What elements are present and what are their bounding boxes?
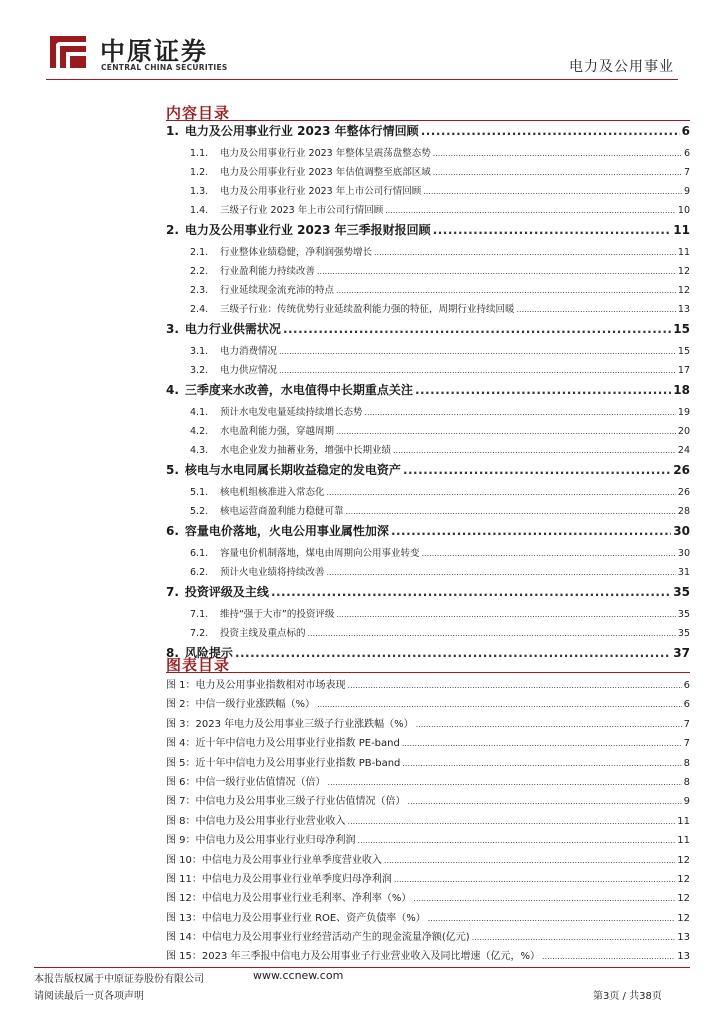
entry-number: 6.1.: [190, 548, 209, 559]
toc-section-item[interactable]: [166, 522, 690, 545]
toc-subsection-item[interactable]: [166, 564, 690, 583]
entry-title: 2023 年三季报中信电力及公用事业子行业营业收入及同比增速（亿元，%）: [201, 951, 541, 963]
entry-title: 电力及公用事业行业 2023 年上市公司行情回顾: [220, 186, 422, 197]
toc-subsection-item[interactable]: [166, 301, 690, 320]
dot-leader: [413, 894, 675, 903]
entry-text: [190, 545, 420, 559]
figure-list-item[interactable]: [166, 947, 690, 966]
entry-text: [166, 221, 431, 238]
dot-leader: [421, 124, 680, 138]
figure-list: [166, 676, 690, 967]
dot-leader: [279, 366, 676, 375]
entry-text: [166, 754, 400, 769]
entry-title: 中信电力及公用事业行业单季度归母净利润: [201, 873, 392, 885]
dot-leader: [336, 286, 676, 295]
entry-title: 核电机组核准进入常态化: [220, 487, 325, 498]
entry-text: [190, 183, 421, 197]
entry-title: 投资主线及重点标的: [220, 628, 306, 639]
entry-page: 12: [677, 285, 690, 296]
entry-page: 19: [677, 407, 690, 418]
entry-text: [166, 583, 269, 600]
entry-page: 28: [677, 506, 690, 517]
entry-page: 13: [677, 932, 690, 944]
footer-page-info: 第3页 / 共38页: [593, 991, 662, 1002]
entry-page: 6: [683, 148, 690, 159]
dot-leader: [542, 952, 675, 961]
toc-title: 内容目录: [166, 104, 231, 122]
entry-number: 6.2.: [190, 567, 209, 578]
entry-title: 预计火电业绩将持续改善: [220, 567, 325, 578]
entry-text: [190, 404, 363, 418]
dot-leader: [348, 817, 676, 826]
dot-leader: [433, 149, 682, 158]
entry-page: 12: [677, 854, 690, 866]
dot-leader: [517, 305, 676, 314]
entry-title: 行业整体业绩稳健，净利润强势增长: [220, 247, 373, 258]
figure-list-item[interactable]: [166, 831, 690, 850]
entry-text: [166, 909, 426, 924]
entry-number: 2.1.: [190, 247, 209, 258]
entry-number: 4.2.: [190, 426, 209, 437]
entry-number: 2.2.: [190, 266, 209, 277]
toc-section-item[interactable]: [166, 122, 690, 145]
entry-text: [190, 564, 325, 578]
entry-title: 近十年中信电力及公用事业行业指数 PB-band: [195, 757, 401, 769]
toc-subsection-item[interactable]: [166, 164, 690, 183]
toc-subsection-item[interactable]: [166, 625, 690, 644]
entry-page: 8: [683, 757, 690, 769]
entry-page: 11: [677, 815, 690, 827]
entry-text: [166, 947, 540, 962]
entry-title: 中信电力及公用事业三级子行业估值情况（倍）: [195, 796, 406, 808]
entry-text: [166, 461, 401, 478]
entry-number: 图 5：: [166, 757, 196, 769]
figure-list-item[interactable]: [166, 812, 690, 831]
entry-number: 图 6：: [166, 776, 196, 788]
dot-leader: [402, 759, 681, 768]
toc-subsection-item[interactable]: [166, 442, 690, 461]
entry-number: 5.1.: [190, 487, 209, 498]
entry-title: 容量电价落地，火电公用事业属性加深: [184, 524, 389, 538]
entry-number: 7.1.: [190, 609, 209, 620]
entry-page: 6: [683, 699, 690, 711]
entry-text: [166, 792, 406, 807]
figure-list-item[interactable]: [166, 695, 690, 714]
entry-text: [190, 202, 383, 216]
entry-page: 9: [683, 796, 690, 808]
footer-copyright: 本报告版权属于中原证券股份有限公司: [34, 974, 204, 985]
dot-leader: [402, 739, 682, 748]
entry-text: [166, 122, 419, 139]
entry-page: 11: [677, 247, 690, 258]
dot-leader: [317, 267, 676, 276]
entry-title: 投资评级及主线: [184, 585, 269, 599]
entry-page: 35: [677, 628, 690, 639]
entry-title: 水电企业发力抽蓄业务，增强中长期业绩: [220, 445, 392, 456]
brand-name-cn: 中原证券: [100, 37, 209, 66]
entry-page: 7: [683, 738, 690, 750]
entry-page: 30: [673, 524, 690, 538]
dot-leader: [346, 507, 676, 516]
dot-leader: [348, 681, 682, 690]
dot-leader: [408, 797, 682, 806]
entry-number: 4.: [166, 383, 179, 397]
figure-list-item[interactable]: [166, 870, 690, 889]
toc-subsection-item[interactable]: [166, 362, 690, 381]
entry-number: 7.: [166, 585, 179, 599]
entry-title: 电力及公用事业行业 2023 年整体行情回顾: [184, 124, 419, 138]
entry-title: 电力及公用事业行业 2023 年三季报财报回顾: [184, 223, 431, 237]
toc-subsection-item[interactable]: [166, 282, 690, 301]
entry-title: 水电盈利能力强，穿越周期: [220, 426, 335, 437]
dot-leader: [385, 206, 676, 215]
footer-divider: [34, 967, 690, 968]
entry-page: 15: [677, 346, 690, 357]
toc-section-item[interactable]: [166, 644, 690, 667]
figure-list-item[interactable]: [166, 792, 690, 811]
page-header: [0, 0, 724, 84]
entry-text: [190, 282, 334, 296]
toc-section-item[interactable]: [166, 461, 690, 484]
entry-number: 1.3.: [190, 186, 209, 197]
entry-text: [190, 301, 515, 315]
entry-title: 行业延续现金流充沛的特点: [220, 285, 335, 296]
entry-page: 24: [677, 445, 690, 456]
dot-leader: [327, 488, 676, 497]
toc-list: [166, 122, 690, 667]
dot-leader: [279, 347, 676, 356]
entry-number: 3.2.: [190, 365, 209, 376]
entry-page: 12: [677, 266, 690, 277]
entry-number: 2.: [166, 223, 179, 237]
entry-page: 13: [677, 304, 690, 315]
figures-title-rule: [166, 672, 690, 673]
entry-page: 30: [677, 548, 690, 559]
entry-title: 电力及公用事业行业 2023 年整体呈震荡盘整态势: [220, 148, 431, 159]
entry-page: 7: [683, 167, 690, 178]
entry-title: 中信电力及公用事业行业毛利率、净利率（%）: [201, 893, 412, 905]
entry-title: 三级子行业：传统优势行业延续盈利能力强的特征，周期行业持续回暖: [220, 304, 515, 315]
entry-text: [166, 870, 392, 885]
dot-leader: [422, 549, 676, 558]
figure-list-item[interactable]: [166, 754, 690, 773]
entry-text: [190, 503, 344, 517]
entry-text: [190, 606, 334, 620]
toc-section-item[interactable]: [166, 221, 690, 244]
entry-title: 三级子行业 2023 年上市公司行情回顾: [220, 205, 384, 216]
entry-number: 图 14：: [166, 932, 202, 944]
toc-subsection-item[interactable]: [166, 263, 690, 282]
entry-number: 图 8：: [166, 815, 196, 827]
entry-number: 4.3.: [190, 445, 209, 456]
toc-subsection-item[interactable]: [166, 404, 690, 423]
entry-page: 12: [677, 893, 690, 905]
entry-number: 1.2.: [190, 167, 209, 178]
industry-label: 电力及公用事业: [569, 59, 674, 75]
entry-text: [166, 381, 413, 398]
entry-page: 26: [677, 487, 690, 498]
dot-leader: [416, 720, 682, 729]
entry-number: 图 3：: [166, 718, 196, 730]
entry-title: 中信一级行业涨跌幅（%）: [195, 699, 316, 711]
entry-page: 11: [673, 223, 690, 237]
entry-page: 35: [677, 609, 690, 620]
toc-section-item[interactable]: [166, 320, 690, 343]
toc-subsection-item[interactable]: [166, 202, 690, 221]
entry-page: 6: [681, 124, 690, 138]
entry-number: 1.: [166, 124, 179, 138]
dot-leader: [271, 585, 671, 599]
toc-subsection-item[interactable]: [166, 183, 690, 202]
footer-disclaimer: 请阅读最后一页各项声明: [34, 991, 144, 1002]
dot-leader: [358, 836, 676, 845]
entry-text: [166, 889, 411, 904]
figure-list-item[interactable]: [166, 715, 690, 734]
entry-text: [190, 625, 306, 639]
entry-page: 13: [677, 951, 690, 963]
entry-page: 8: [683, 776, 690, 788]
entry-number: 图 13：: [166, 912, 202, 924]
dot-leader: [235, 646, 671, 660]
entry-title: 电力及公用事业指数相对市场表现: [195, 680, 346, 691]
entry-text: [166, 734, 400, 749]
toc-section-item[interactable]: [166, 381, 690, 404]
entry-text: [190, 343, 277, 357]
dot-leader: [283, 322, 671, 336]
entry-title: 中信电力及公用事业行业单季度营业收入: [201, 854, 382, 866]
figure-list-item[interactable]: [166, 909, 690, 928]
dot-leader: [374, 248, 676, 257]
toc-subsection-item[interactable]: [166, 606, 690, 625]
entry-text: [166, 831, 356, 846]
entry-text: [166, 715, 414, 730]
entry-title: 风险提示: [184, 646, 233, 660]
dot-leader: [403, 463, 671, 477]
entry-text: [190, 164, 431, 178]
entry-title: 维持“强于大市”的投资评级: [220, 609, 335, 620]
entry-number: 图 11：: [166, 873, 202, 885]
entry-number: 6.: [166, 524, 179, 538]
entry-number: 7.2.: [190, 628, 209, 639]
entry-page: 18: [673, 383, 690, 397]
entry-page: 12: [677, 873, 690, 885]
entry-page: 17: [677, 365, 690, 376]
entry-title: 三季度来水改善，水电值得中长期重点关注: [184, 383, 413, 397]
entry-page: 31: [677, 567, 690, 578]
dot-leader: [308, 629, 676, 638]
footer-website[interactable]: www.ccnew.com: [253, 969, 344, 982]
entry-title: 电力行业供需状况: [184, 322, 281, 336]
entry-text: [190, 263, 315, 277]
entry-title: 中信一级行业估值情况（倍）: [195, 776, 326, 788]
figure-list-item[interactable]: [166, 851, 690, 870]
figure-list-item[interactable]: [166, 889, 690, 908]
brand-name-en: CENTRAL CHINA SECURITIES: [101, 63, 228, 72]
entry-text: [190, 145, 431, 159]
entry-number: 2.4.: [190, 304, 209, 315]
entry-title: 中信电力及公用事业行业 ROE、资产负债率（%）: [201, 912, 426, 924]
entry-page: 7: [683, 718, 690, 730]
entry-text: [190, 244, 372, 258]
entry-title: 电力供应情况: [220, 365, 278, 376]
dot-leader: [317, 700, 682, 709]
entry-page: 15: [673, 322, 690, 336]
entry-title: 近十年中信电力及公用事业行业指数 PE-band: [195, 738, 400, 750]
entry-text: [166, 773, 326, 788]
figure-list-item[interactable]: [166, 734, 690, 753]
entry-title: 中信电力及公用事业行业归母净利润: [195, 835, 356, 847]
logo-mark-icon: [46, 32, 90, 72]
entry-page: 37: [673, 646, 690, 660]
entry-text: [166, 522, 389, 539]
dot-leader: [472, 933, 676, 942]
dot-leader: [433, 223, 672, 237]
entry-number: 图 4：: [166, 738, 196, 750]
entry-text: [190, 442, 391, 456]
entry-text: [166, 676, 346, 691]
entry-number: 5.: [166, 463, 179, 477]
entry-number: 8.: [166, 646, 179, 660]
dot-leader: [384, 856, 675, 865]
entry-text: [190, 362, 277, 376]
dot-leader: [391, 524, 671, 538]
entry-page: 26: [673, 463, 690, 477]
dot-leader: [336, 610, 676, 619]
entry-number: 3.1.: [190, 346, 209, 357]
entry-title: 核电与水电同属长期收益稳定的发电资产: [184, 463, 401, 477]
dot-leader: [393, 446, 676, 455]
header-divider: [46, 79, 678, 80]
entry-title: 行业盈利能力持续改善: [220, 266, 316, 277]
entry-title: 核电运营商盈利能力稳健可靠: [220, 506, 344, 517]
entry-text: [166, 928, 470, 943]
entry-text: [166, 812, 346, 827]
entry-title: 电力消费情况: [220, 346, 278, 357]
entry-title: 中信电力及公用事业行业经营活动产生的现金流量净额(亿元): [201, 932, 470, 944]
toc-subsection-item[interactable]: [166, 244, 690, 263]
entry-page: 9: [683, 186, 690, 197]
toc-subsection-item[interactable]: [166, 545, 690, 564]
dot-leader: [433, 168, 682, 177]
entry-number: 图 7：: [166, 796, 196, 808]
figures-title: 图表目录: [166, 656, 231, 674]
figure-list-item[interactable]: [166, 928, 690, 947]
toc-subsection-item[interactable]: [166, 343, 690, 362]
toc-title-rule: [166, 120, 690, 121]
entry-page: 6: [683, 680, 690, 691]
entry-text: [166, 320, 281, 337]
entry-number: 3.: [166, 322, 179, 336]
toc-subsection-item[interactable]: [166, 503, 690, 522]
toc-section-item[interactable]: [166, 583, 690, 606]
entry-page: 11: [677, 835, 690, 847]
entry-number: 5.2.: [190, 506, 209, 517]
entry-number: 2.3.: [190, 285, 209, 296]
entry-text: [166, 695, 315, 710]
dot-leader: [394, 875, 675, 884]
entry-page: 12: [677, 912, 690, 924]
dot-leader: [336, 427, 676, 436]
toc-subsection-item[interactable]: [166, 484, 690, 503]
brand-logo: [46, 32, 236, 74]
dot-leader: [327, 568, 676, 577]
entry-text: [190, 423, 334, 437]
entry-number: 图 10：: [166, 854, 202, 866]
entry-number: 图 1：: [166, 680, 196, 691]
entry-number: 4.1.: [190, 407, 209, 418]
entry-text: [166, 851, 382, 866]
dot-leader: [423, 187, 682, 196]
entry-number: 1.1.: [190, 148, 209, 159]
entry-title: 预计水电发电量延续持续增长态势: [220, 407, 363, 418]
dot-leader: [428, 914, 676, 923]
toc-subsection-item[interactable]: [166, 145, 690, 164]
entry-number: 图 9：: [166, 835, 196, 847]
entry-number: 图 15：: [166, 951, 202, 963]
dot-leader: [328, 778, 682, 787]
toc-subsection-item[interactable]: [166, 423, 690, 442]
dot-leader: [415, 383, 671, 397]
entry-page: 20: [677, 426, 690, 437]
dot-leader: [365, 408, 676, 417]
entry-number: 图 12：: [166, 893, 202, 905]
entry-number: 1.4.: [190, 205, 209, 216]
entry-text: [190, 484, 325, 498]
entry-title: 电力及公用事业行业 2023 年估值调整至底部区域: [220, 167, 431, 178]
entry-title: 2023 年电力及公用事业三级子行业涨跌幅（%）: [195, 718, 414, 730]
figure-list-item[interactable]: [166, 773, 690, 792]
figure-list-item[interactable]: [166, 676, 690, 695]
entry-title: 中信电力及公用事业行业营业收入: [195, 815, 346, 827]
entry-number: 图 2：: [166, 699, 196, 711]
entry-title: 容量电价机制落地，煤电由周期向公用事业转变: [220, 548, 420, 559]
entry-page: 35: [673, 585, 690, 599]
entry-page: 10: [677, 205, 690, 216]
